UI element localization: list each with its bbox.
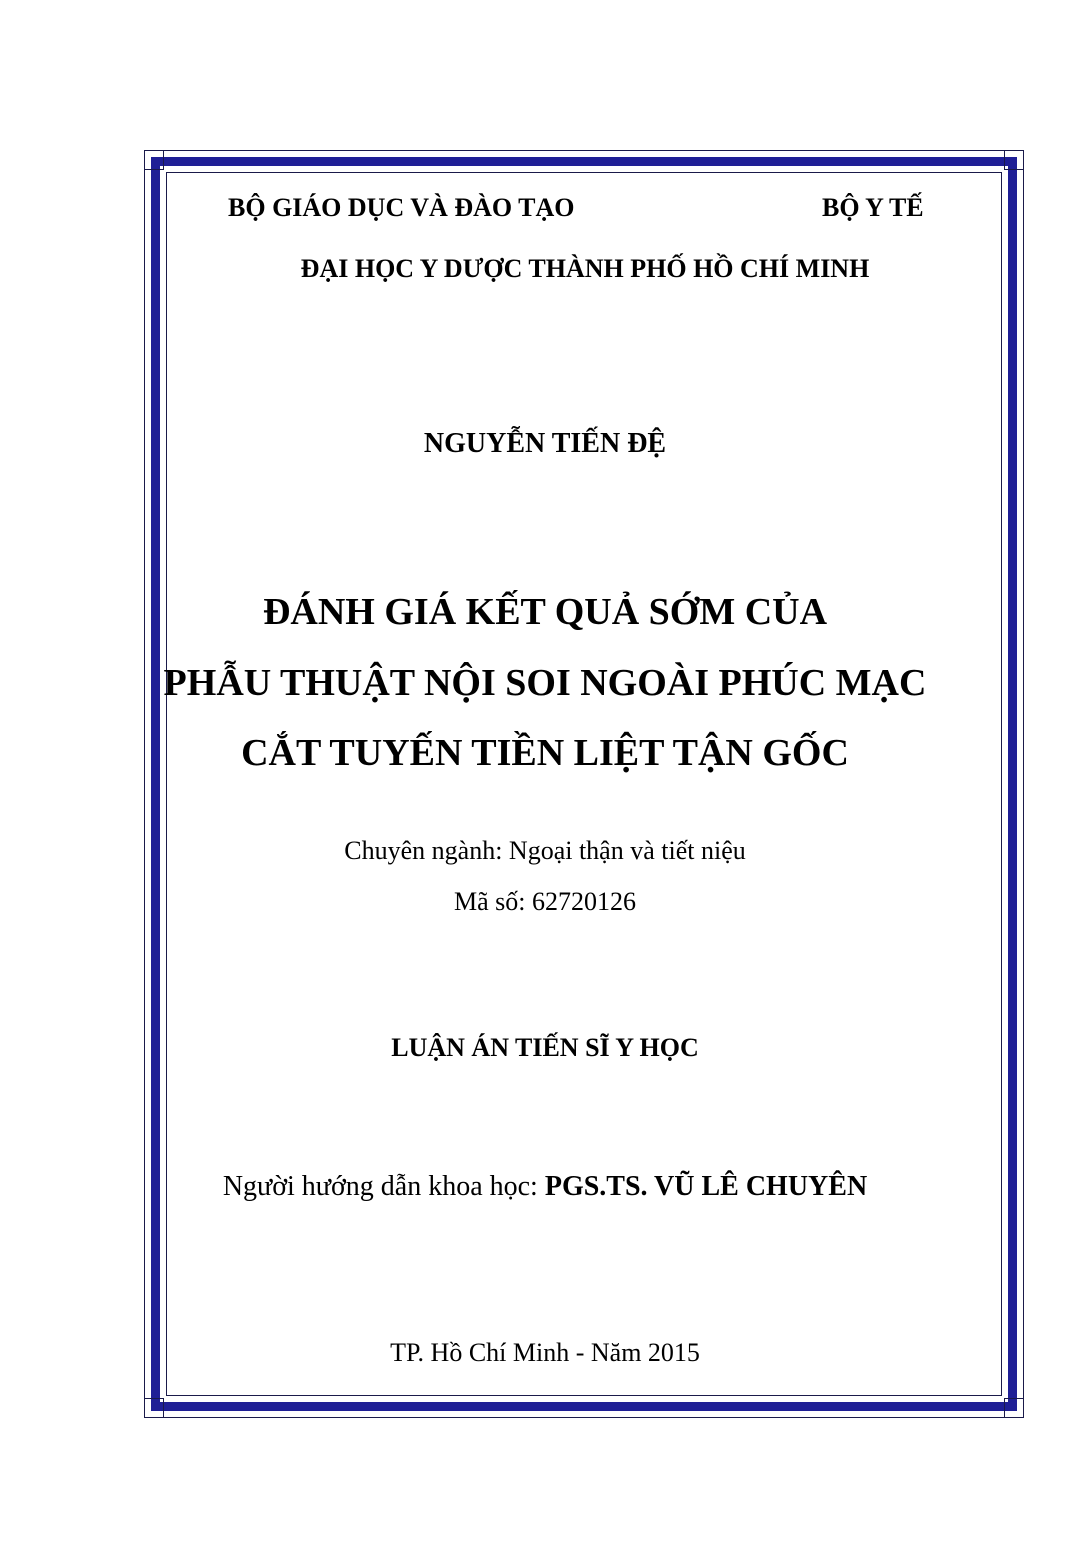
advisor-line xyxy=(0,1171,1090,1203)
thesis-title-line-3: CẮT TUYẾN TIỀN LIỆT TẬN GỐC xyxy=(241,732,849,774)
university-name: ĐẠI HỌC Y DƯỢC THÀNH PHỐ HỒ CHÍ MINH xyxy=(300,254,870,283)
specialty-major: Chuyên ngành: Ngoại thận và tiết niệu xyxy=(344,836,746,865)
specialty-code: Mã số: 62720126 xyxy=(454,887,636,916)
advisor-label: Người hướng dẫn khoa học: xyxy=(222,1171,545,1202)
advisor-name: PGS.TS. VŨ LÊ CHUYÊN xyxy=(544,1171,868,1202)
ministry-health: BỘ Y TẾ xyxy=(822,193,924,222)
border-corner-top-left xyxy=(144,150,164,170)
thesis-title-line-1: ĐÁNH GIÁ KẾT QUẢ SỚM CỦA xyxy=(262,591,828,633)
author-name: NGUYỄN TIẾN ĐỆ xyxy=(423,428,667,459)
border-corner-bottom-left xyxy=(144,1398,164,1418)
page-border-inner xyxy=(166,172,1002,1396)
ministry-education: BỘ GIÁO DỤC VÀ ĐÀO TẠO xyxy=(228,193,575,222)
place-and-year: TP. Hồ Chí Minh - Năm 2015 xyxy=(390,1338,700,1367)
border-corner-top-right xyxy=(1004,150,1024,170)
border-corner-bottom-right xyxy=(1004,1398,1024,1418)
degree-title: LUẬN ÁN TIẾN SĨ Y HỌC xyxy=(391,1033,699,1062)
thesis-title-line-2: PHẪU THUẬT NỘI SOI NGOÀI PHÚC MẠC xyxy=(163,662,927,704)
